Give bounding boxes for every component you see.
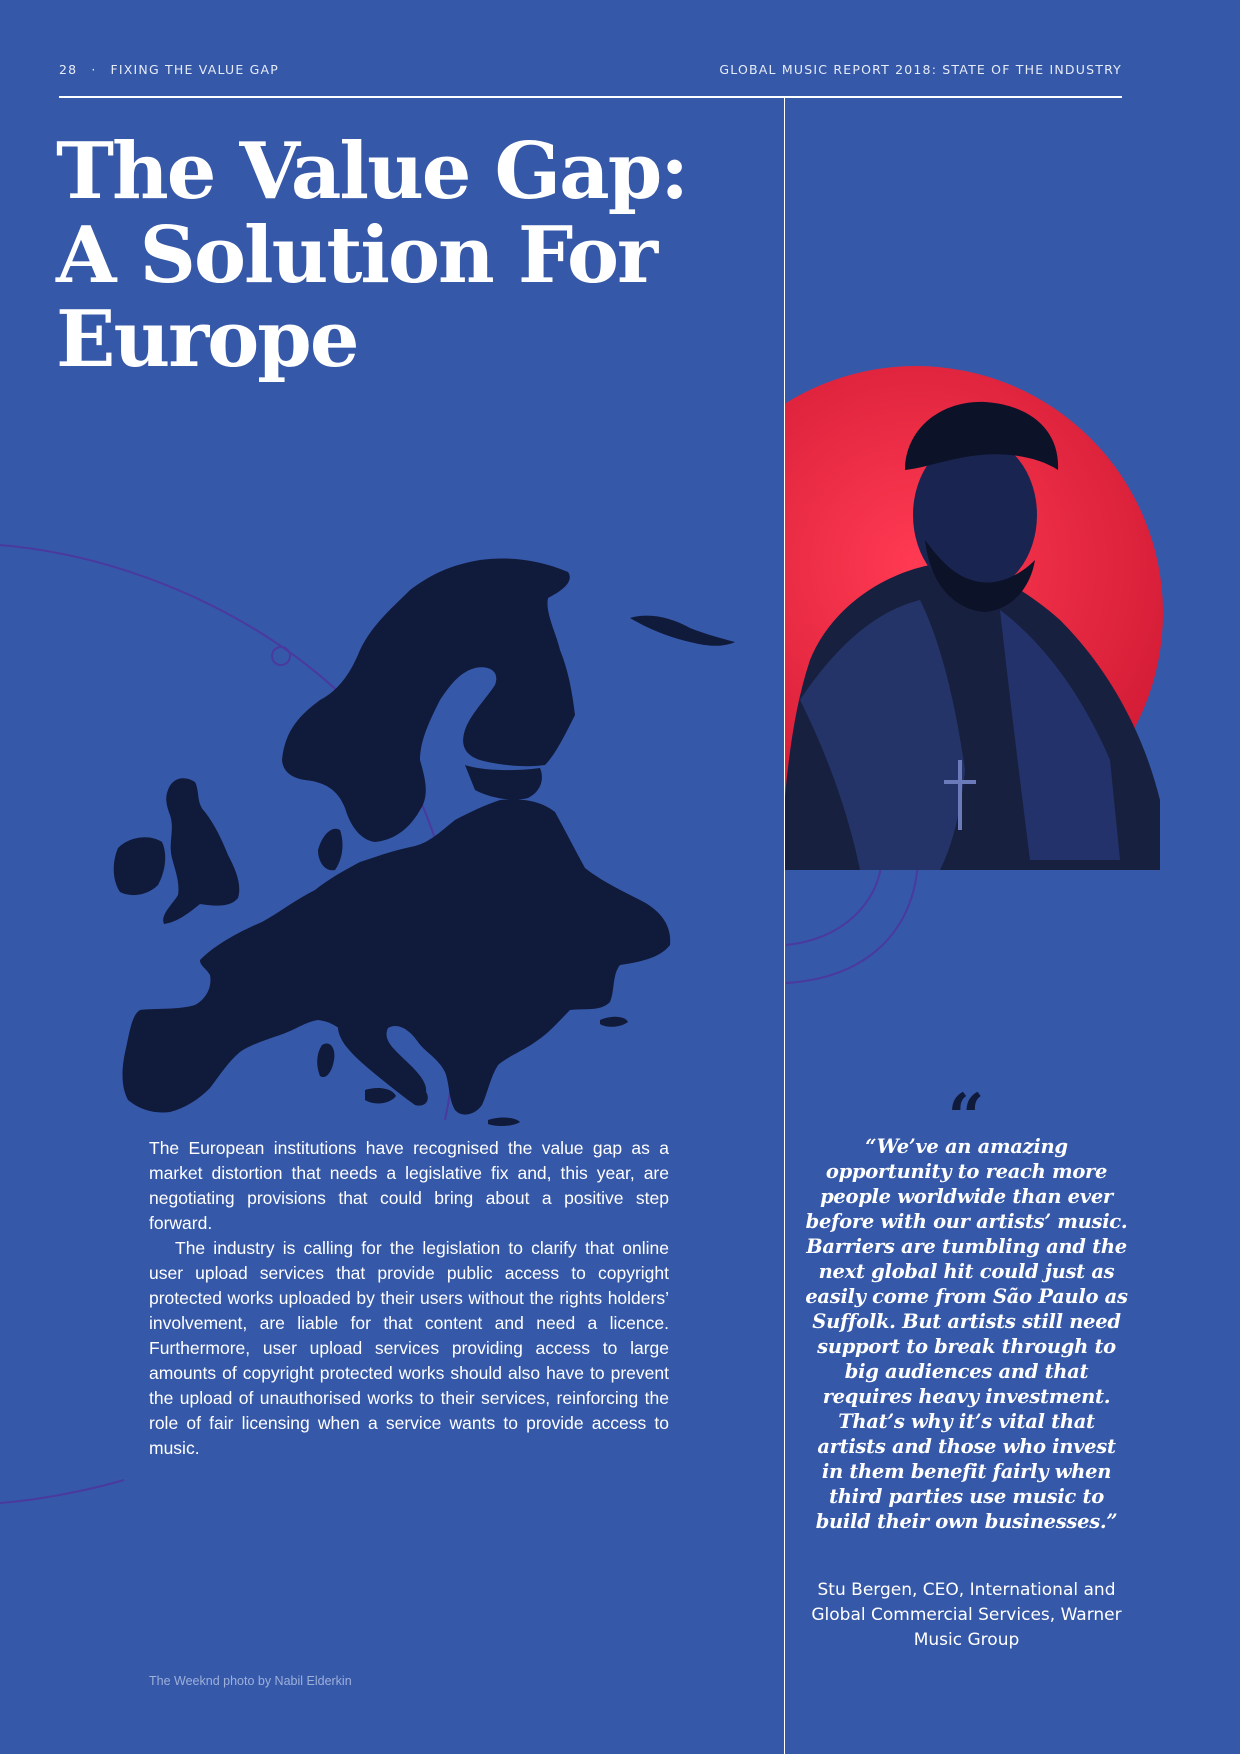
decorative-arc-bottom <box>0 1480 124 1503</box>
portrait-photo <box>669 366 1163 900</box>
decorative-node <box>272 647 290 665</box>
decorative-arc-portrait-outer <box>786 860 918 983</box>
body-paragraph: The industry is calling for the legislation to clarify that online user upload services that provide public access to copyright protected works uploaded by their users without the rights holders’ involvement, are liable for that content and need a licence. Furthermore, user upload services providing access to large amounts of copyright protected works should also have to prevent the upload of unauthorised works to their services, reinforcing the role of fair licensing when a service wants to provide access to music. <box>149 1238 669 1458</box>
section-name: FIXING THE VALUE GAP <box>110 62 279 77</box>
body-copy <box>149 1136 669 1461</box>
report-title: GLOBAL MUSIC REPORT 2018: STATE OF THE INDUSTRY <box>719 62 1122 77</box>
column-divider <box>784 97 785 1754</box>
decorative-arc-portrait-inner <box>786 860 882 945</box>
body-paragraph: The European institutions have recognised the value gap as a market distortion that needs a legislative fix and, this year, are negotiating provisions that could bring about a positive step forward. <box>149 1138 669 1233</box>
page-number: 28 <box>59 62 78 77</box>
title-line-3: Europe <box>56 294 358 385</box>
title-line-2: A Solution For <box>56 210 657 301</box>
page-title <box>56 126 756 385</box>
header-rule <box>59 96 1122 98</box>
title-line-1: The Value Gap: <box>56 126 688 217</box>
quote-mark-icon: “ <box>947 1080 985 1155</box>
europe-map-icon <box>114 559 735 1127</box>
photo-credit: The Weeknd photo by Nabil Elderkin <box>149 1674 352 1688</box>
pull-quote: “We’ve an amazing opportunity to reach more people worldwide than ever before with our artists’ music. Barriers are tumbling and the next global hit could just as easily come from São Paulo as Suffolk. But artists still need support to break through to big audiences and that requires heavy investment. That’s why it’s vital that artists and those who invest in them benefit fairly when third parties use music to build their own businesses.” <box>805 1135 1128 1533</box>
header-separator: · <box>91 62 97 77</box>
quote-attribution: Stu Bergen, CEO, International and Global Commercial Services, Warner Music Group <box>811 1580 1122 1650</box>
running-header-left <box>59 62 279 77</box>
